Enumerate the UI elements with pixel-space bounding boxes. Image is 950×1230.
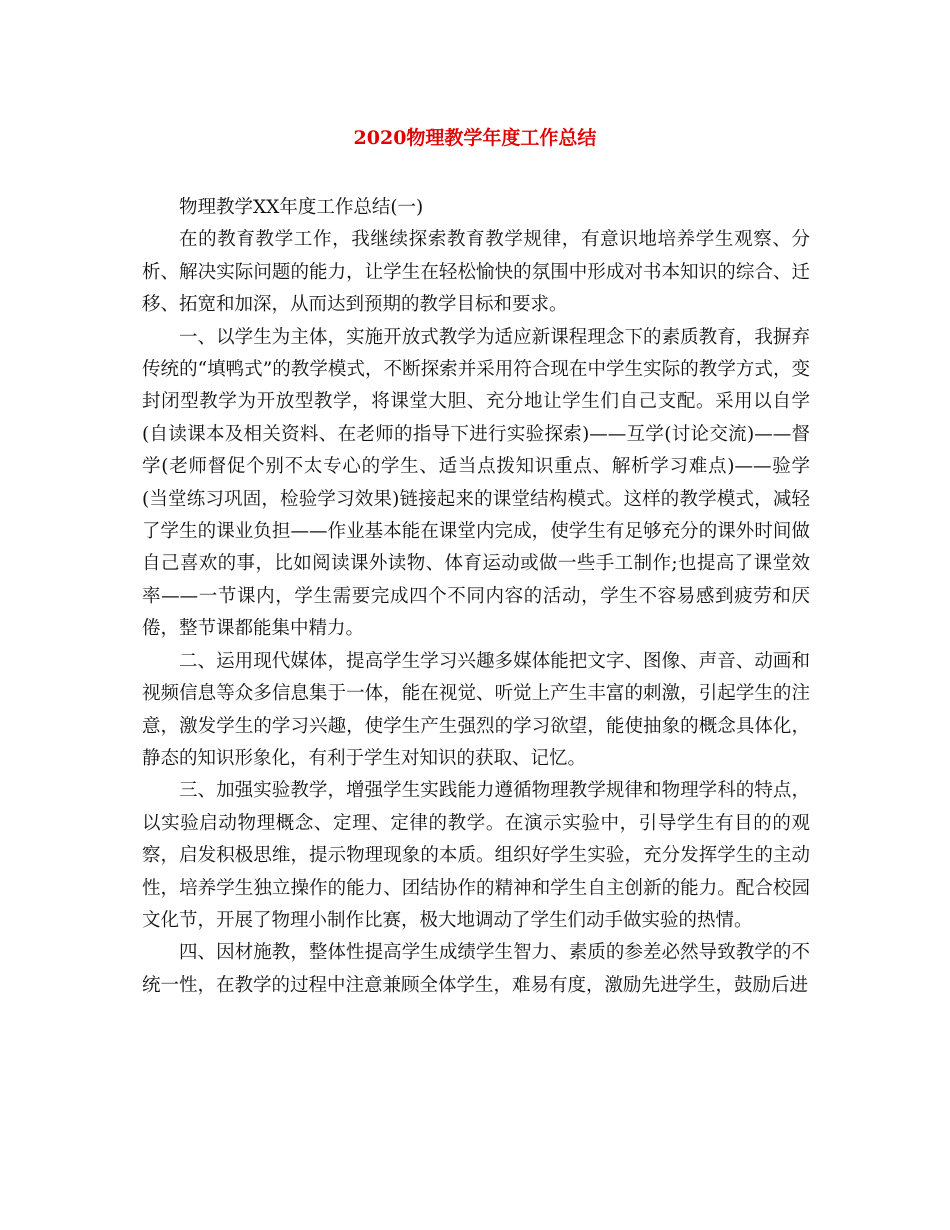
paragraph-intro: 在的教育教学工作，我继续探索教育教学规律，有意识地培养学生观察、分析、解决实际问题的能力，让学生在轻松愉快的氛围中形成对书本知识的综合、迁移、拓宽和加深，从而达到预期的教学目标和要求。 [142,229,810,316]
paragraph-section-2: 二、运用现代媒体，提高学生学习兴趣多媒体能把文字、图像、声音、动画和视频信息等众多信息集于一体，能在视觉、听觉上产生丰富的刺激，引起学生的注意，激发学生的学习兴趣，使学生产生强烈的学习欲望，能使抽象的概念具体化，静态的知识形象化，有利于学生对知识的获取、记忆。 [142,650,810,769]
paragraph-section-4: 四、因材施教，整体性提高学生成绩学生智力、素质的参差必然导致教学的不统一性，在教学的过程中注意兼顾全体学生，难易有度，激励先进学生，鼓励后进 [142,942,810,996]
section-heading: 物理教学XX年度工作总结(一) [179,197,424,218]
paragraph-section-1: 一、以学生为主体，实施开放式教学为适应新课程理念下的素质教育，我摒弃传统的“填鸭式”的教学模式，不断探索并采用符合现在中学生实际的教学方式，变封闭型教学为开放型教学，将课堂大胆、充分地让学生们自己支配。采用以自学(自读课本及相关资料、在老师的指导下进行实验探索)——互学(讨论交流)——督学(老师督促个别不太专心的学生、适当点拨知识重点、解析学习难点)——验学(当堂练习巩固，检验学习效果)链接起来的课堂结构模式。这样的教学模式，减轻了学生的课业负担——作业基本能在课堂内完成，使学生有足够充分的课外时间做自己喜欢的事，比如阅读课外读物、体育运动或做一些手工制作;也提高了课堂效率——一节课内，学生需要完成四个不同内容的活动，学生不容易感到疲劳和厌倦，整节课都能集中精力。 [142,326,810,640]
document-title: 2020物理教学年度工作总结 [353,127,597,149]
paragraph-section-3: 三、加强实验教学，增强学生实践能力遵循物理教学规律和物理学科的特点，以实验启动物理概念、定理、定律的教学。在演示实验中，引导学生有目的的观察，启发积极思维，提示物理现象的本质。组织好学生实验，充分发挥学生的主动性，培养学生独立操作的能力、团结协作的精神和学生自主创新的能力。配合校园文化节，开展了物理小制作比赛，极大地调动了学生们动手做实验的热情。 [142,780,810,931]
document-body [142,192,810,1002]
